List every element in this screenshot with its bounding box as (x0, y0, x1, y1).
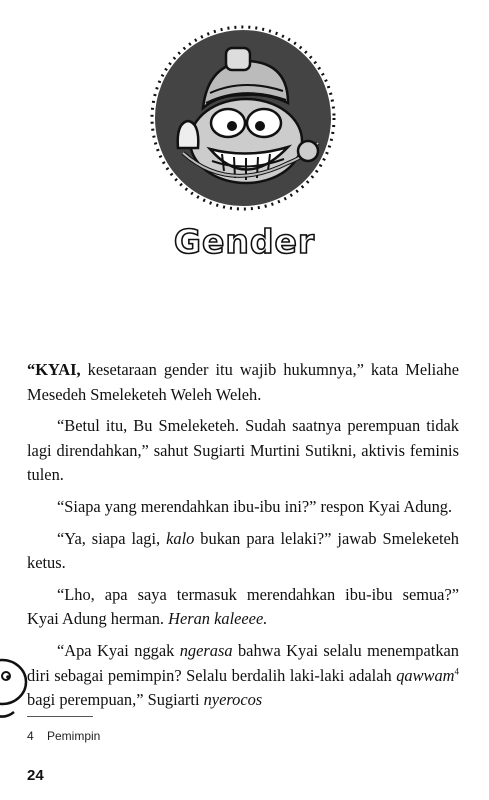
chapter-title: Gender (173, 222, 316, 261)
text-run: ngerasa (179, 640, 233, 660)
paragraph (27, 583, 459, 632)
text-run: “Apa Kyai nggak (57, 640, 180, 660)
text-run: kesetaraan gender itu wajib hukumnya,” kata Meliahe Mesedeh Smeleketeh Weleh Weleh. (27, 360, 459, 404)
paragraph (27, 358, 459, 407)
paragraph (27, 527, 459, 576)
body-text (27, 358, 459, 720)
footnote-rule (27, 716, 93, 717)
text-run: kalo (166, 528, 195, 548)
text-run: “Betul itu, Bu Smeleketeh. Sudah saatnya perempuan tidak lagi direndahkan,” sahut Sugiarti Murtini Sutikni, aktivis feminis tulen. (27, 416, 459, 485)
footnote (27, 729, 100, 743)
text-run: “Lho, apa saya termasuk merendahkan ibu-ibu semua?” Kyai Adung herman. (27, 584, 459, 629)
text-run: nyerocos (203, 690, 263, 710)
footnote-number: 4 (27, 729, 34, 743)
margin-doodle (0, 652, 32, 732)
chapter-illustration (148, 23, 338, 213)
footnote-text: Pemimpin (47, 729, 101, 743)
paragraph (27, 414, 459, 488)
text-run: bukan para lelaki?” jawab Smeleketeh ketus. (27, 528, 459, 573)
text-run: Heran kaleeee. (168, 609, 268, 629)
text-run: “KYAI, (27, 360, 81, 379)
text-run: qawwam (396, 665, 455, 685)
text-run: “Siapa yang merendahkan ibu-ibu ini?” respon Kyai Adung. (57, 496, 453, 516)
text-run: bagi perempuan,” Sugiarti (27, 690, 204, 710)
text-run: bahwa Kyai selalu menempatkan diri sebagai pemimpin? Selalu berdalih laki-laki adalah (27, 640, 459, 685)
footnote-ref: 4 (454, 666, 459, 677)
text-run: “Ya, siapa lagi, (57, 528, 167, 548)
paragraph (27, 495, 459, 520)
paragraph (27, 639, 459, 713)
page-number: 24 (27, 767, 44, 784)
